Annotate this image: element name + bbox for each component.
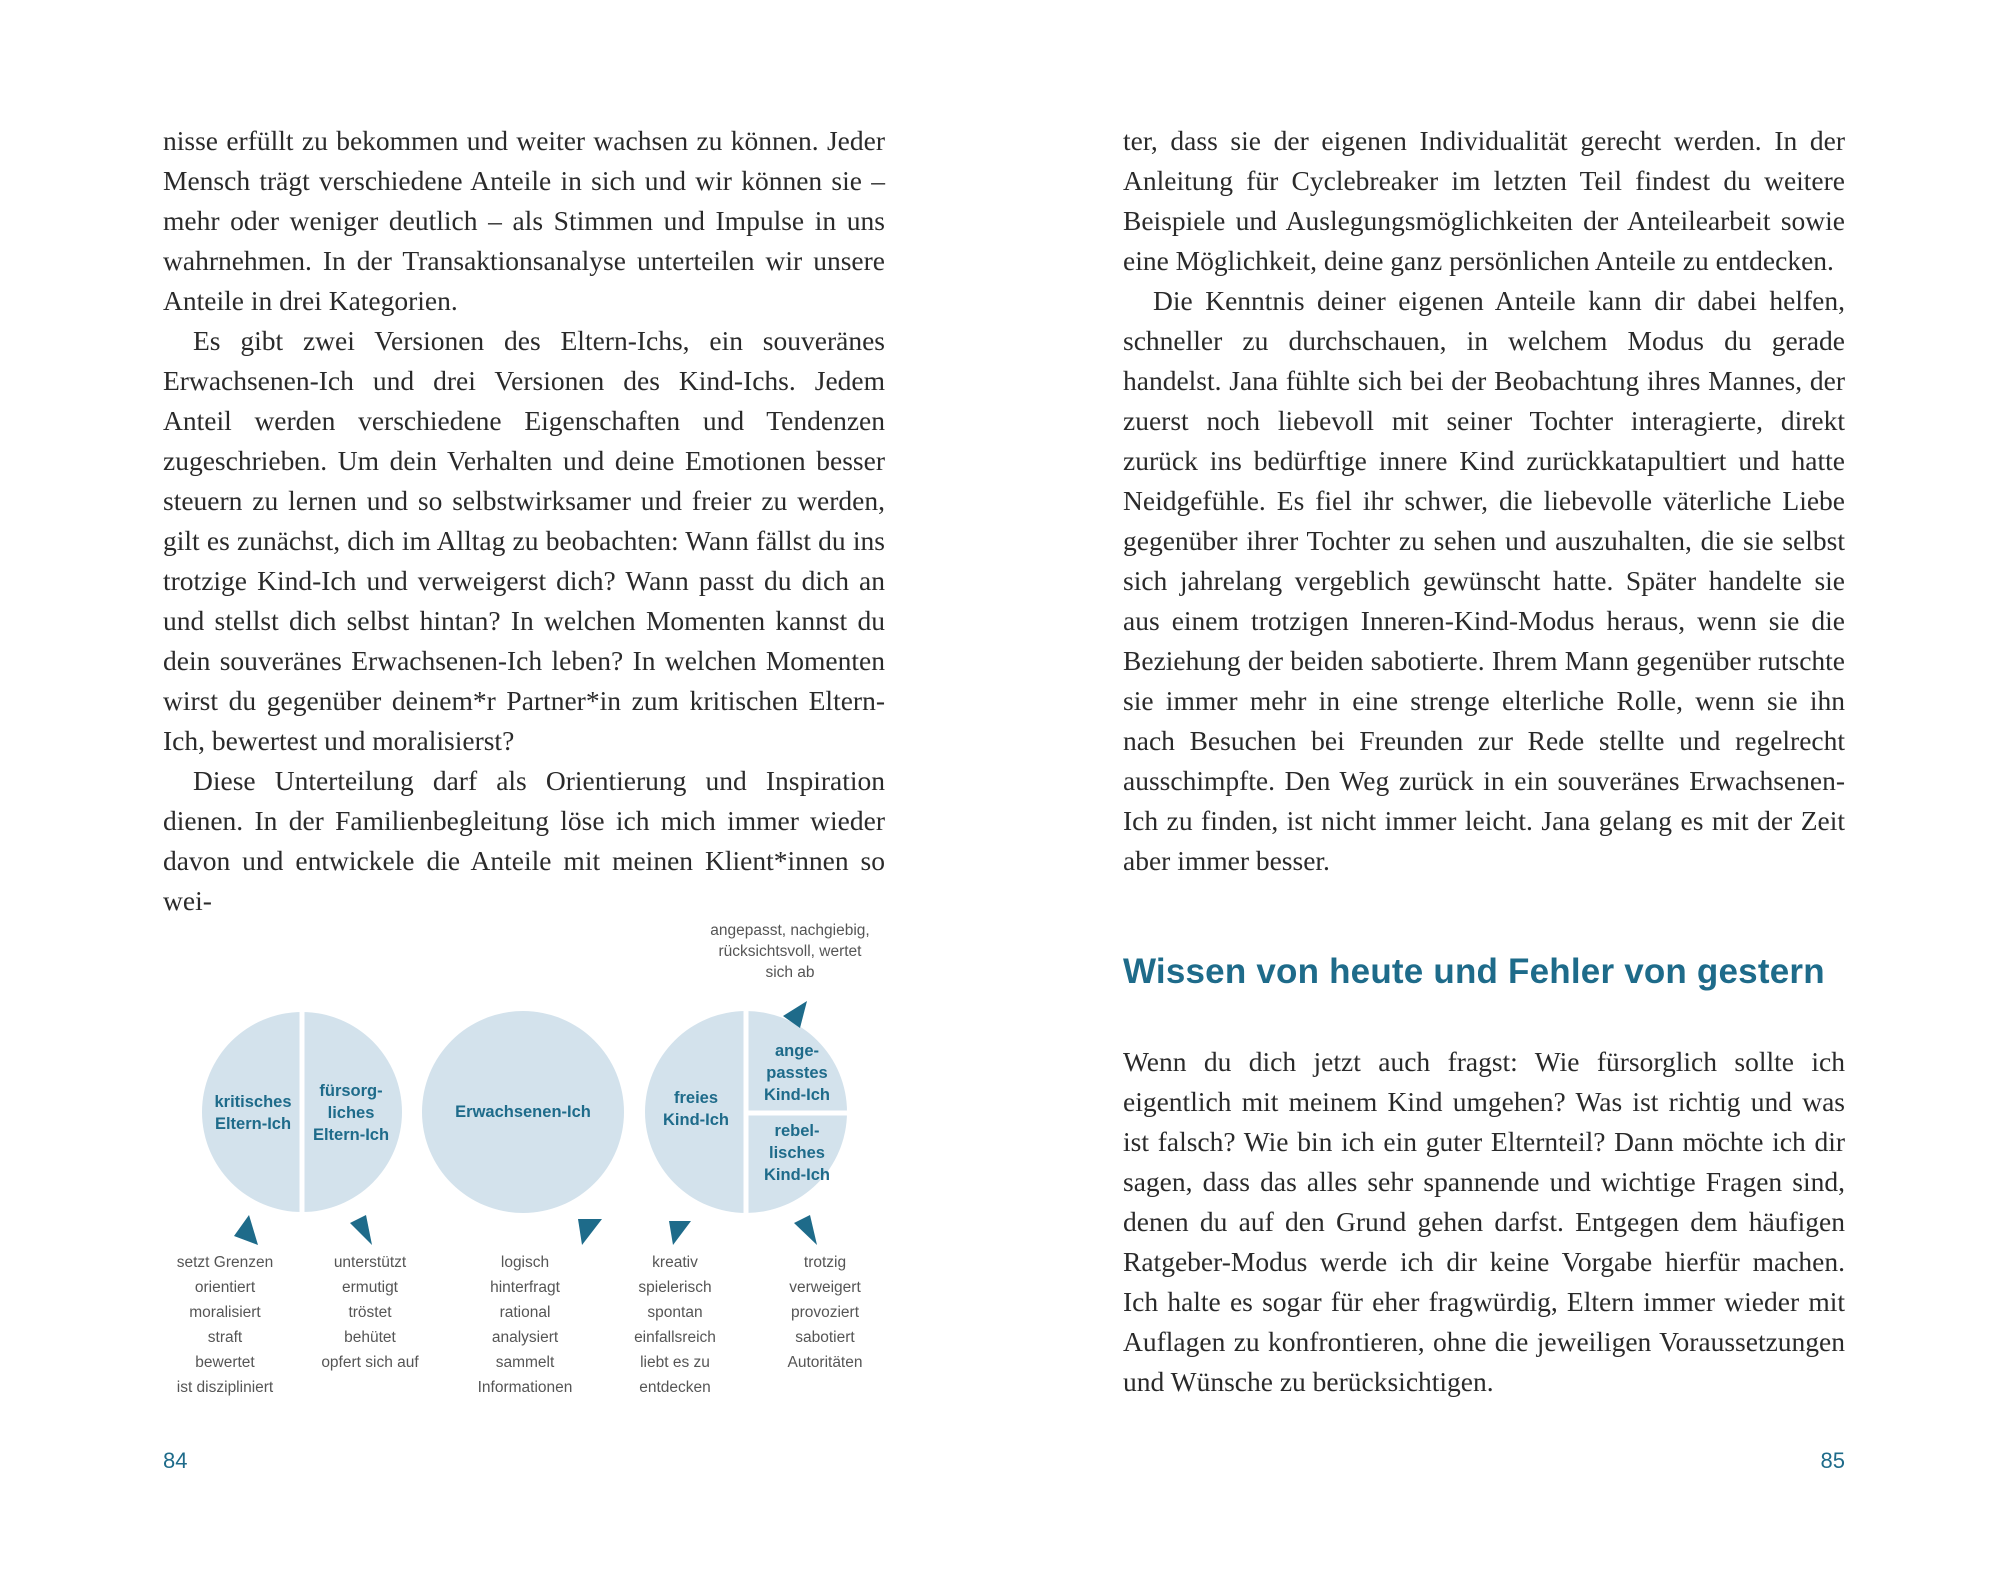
traits-free-child: kreativ spielerisch spontan einfallsreich liebt es zu entdecken xyxy=(634,1254,716,1396)
paragraph: Die Kenntnis deiner eigenen Anteile kann dir dabei helfen, schneller zu durchschauen, in welchem Modus du gerade handelst. Jana fühlte sich bei der Beobachtung ihres Mannes, der zuerst noch liebevoll mit seiner Tochter interagierte, direkt zurück ins bedürftige innere Kind zurückkatapultiert und hatte Neidgefühle. Es fiel ihr schwer, die liebevolle väterliche Liebe gegenüber ihrer Tochter zu sehen und auszuhalten, die sie selbst sich jahrelang vergeblich gewünscht hatte. Später handelte sie aus einem trotzigen Inneren-Kind-Modus heraus, wenn sie die Beziehung der beiden sabotierte. Ihrem Mann gegenüber rutschte sie immer mehr in eine strenge elterliche Rolle, wenn sie ihn nach Besuchen bei Freunden zur Rede stellte und regelrecht ausschimpfte. Den Weg zurück in ein souveränes Erwachsenen-Ich zu finden, ist nicht immer leicht. Jana gelang es mit der Zeit aber immer besser. xyxy=(1123,285,1845,876)
traits-rebellious-child: trotzig verweigert provoziert sabotiert Autoritäten xyxy=(787,1254,863,1371)
page-number: 85 xyxy=(1820,1448,1845,1473)
label-free-child: freies Kind-Ich xyxy=(663,1089,729,1129)
label-critical-parent: kritisches Eltern-Ich xyxy=(214,1093,292,1133)
label-adult: Erwachsenen-Ich xyxy=(455,1103,591,1121)
traits-critical-parent: setzt Grenzen orientiert moralisiert straft bewertet ist diszipliniert xyxy=(176,1254,274,1396)
pointer-rebellious-child xyxy=(794,1215,817,1245)
pointer-nurturing-parent xyxy=(350,1215,372,1245)
section-body-text xyxy=(1123,1042,1845,1402)
right-body-text xyxy=(1123,121,1845,881)
traits-nurturing-parent: unterstützt ermutigt tröstet behütet opfert sich auf xyxy=(321,1254,419,1371)
left-body-text xyxy=(163,121,885,921)
label-nurturing-parent: fürsorg- liches Eltern-Ich xyxy=(312,1082,390,1144)
pointer-free-child xyxy=(669,1221,691,1245)
label-rebellious-child: rebel- lisches Kind-Ich xyxy=(764,1122,830,1184)
traits-adult: logisch hinterfragt rational analysiert sammelt Informationen xyxy=(477,1254,573,1396)
paragraph: ter, dass sie der eigenen Individualität gerecht werden. In der Anleitung für Cyclebreaker im letzten Teil findest du weitere Beispiele und Auslegungsmöglichkeiten der Anteilearbeit sowie eine Möglichkeit, deine ganz persönlichen Anteile zu entdecken. xyxy=(1123,125,1845,276)
section-heading: Wissen von heute und Fehler von gestern xyxy=(1123,952,1825,991)
pointer-critical-parent xyxy=(234,1215,258,1245)
adapted-child-traits-note: angepasst, nachgiebig, rücksichtsvoll, wertet sich ab xyxy=(710,922,870,981)
label-adapted-child: ange- passtes Kind-Ich xyxy=(764,1042,830,1104)
paragraph: Wenn du dich jetzt auch fragst: Wie fürsorglich sollte ich eigentlich mit meinem Kind umgehen? Was ist richtig und was ist falsch? Wie bin ich ein guter Elternteil? Dann möchte ich dir sagen, dass das alles sehr spannende und wichtige Fragen sind, denen du auf den Grund gehen darfst. Entgegen dem häufigen Ratgeber-Modus werde ich dir keine Vorgabe hierfür machen. Ich halte es sogar für eher fragwürdig, Eltern immer wieder mit Auflagen zu konfrontieren, ohne die jeweiligen Voraussetzungen und Wünsche zu berücksichtigen. xyxy=(1123,1046,1845,1397)
page-number: 84 xyxy=(163,1448,188,1473)
ego-states-diagram xyxy=(150,915,910,1415)
paragraph: Es gibt zwei Versionen des Eltern-Ichs, ein souveränes Erwachsenen-Ich und drei Versionen des Kind-Ichs. Jedem Anteil werden verschiedene Eigenschaften und Tendenzen zugeschrieben. Um dein Verhalten und deine Emotionen besser steuern zu lernen und so selbstwirksamer und freier zu werden, gilt es zunächst, dich im Alltag zu beobachten: Wann fällst du ins trotzige Kind-Ich und verweigerst dich? Wann passt du dich an und stellst dich selbst hintan? In welchen Momenten kannst du dein souveränes Erwachsenen-Ich leben? In welchen Momenten wirst du gegenüber deinem*r Partner*in zum kritischen Eltern-Ich, bewertest und moralisierst? xyxy=(163,325,885,756)
paragraph: Diese Unterteilung darf als Orientierung und Inspiration dienen. In der Familienbegleitung löse ich mich immer wieder davon und entwickele die Anteile mit meinen Klient*innen so wei- xyxy=(163,765,885,916)
paragraph: nisse erfüllt zu bekommen und weiter wachsen zu können. Jeder Mensch trägt verschiedene Anteile in sich und wir können sie – mehr oder weniger deutlich – als Stimmen und Impulse in uns wahrnehmen. In der Transaktionsanalyse unterteilen wir unsere Anteile in drei Kategorien. xyxy=(163,125,885,316)
pointer-adult xyxy=(578,1219,602,1245)
right-page xyxy=(1000,0,2000,1593)
